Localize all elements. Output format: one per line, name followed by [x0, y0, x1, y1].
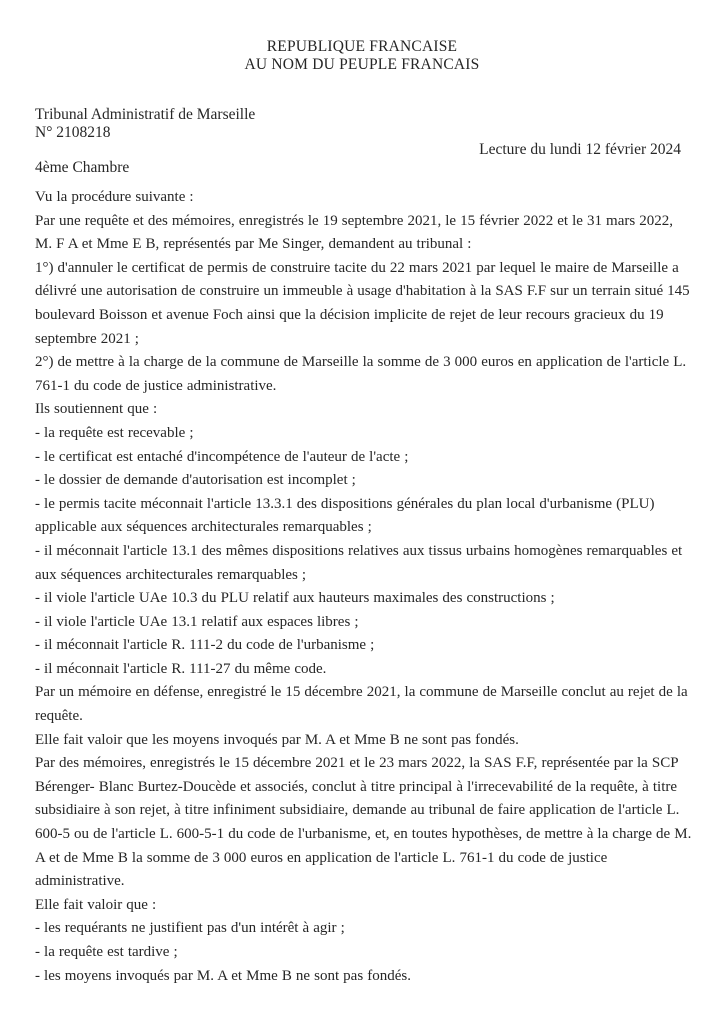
court-name: Tribunal Administratif de Marseille [35, 106, 256, 123]
document-header [0, 38, 724, 74]
people-subtitle: AU NOM DU PEUPLE FRANCAIS [244, 56, 480, 73]
paragraph: - le dossier de demande d'autorisation est incomplet ; [35, 472, 356, 489]
lecture-date: Lecture du lundi 12 février 2024 [479, 141, 681, 158]
paragraph: 1°) d'annuler le certificat de permis de construire tacite du 22 mars 2021 par lequel le maire de Marseille a délivré une autorisation de construire un immeuble à usage d'habitation à la SAS F.F sur un terrain situé 145 boulevard Boisson et avenue Foch ainsi que la décision implicite de rejet de leur recours gracieux du 19 septembre 2021 ; [35, 259, 690, 347]
document-body [35, 186, 694, 988]
paragraph: - les requérants ne justifient pas d'un intérêt à agir ; [35, 920, 345, 937]
paragraph: Par un mémoire en défense, enregistré le 15 décembre 2021, la commune de Marseille conclut au rejet de la requête. [35, 684, 688, 725]
paragraph: Par des mémoires, enregistrés le 15 décembre 2021 et le 23 mars 2022, la SAS F.F, représentée par la SCP Bérenger- Blanc Burtez-Doucède et associés, conclut à titre principal à l'irrecevabilité de la requête, à titre subsidiaire à son rejet, à titre infiniment subsidiaire, demande au tribunal de faire application de l'article L. 600-5 ou de l'article L. 600-5-1 du code de l'urbanisme, et, en toutes hypothèses, de mettre à la charge de M. A et de Mme B la somme de 3 000 euros en application de l'article L. 761-1 du code de justice administrative. [35, 755, 692, 890]
paragraph: - la requête est tardive ; [35, 944, 178, 960]
paragraph: - il méconnait l'article R. 111-27 du même code. [35, 660, 327, 677]
paragraph: Vu la procédure suivante : [35, 189, 194, 205]
chamber-name: 4ème Chambre [35, 158, 130, 176]
paragraph: - il méconnait l'article R. 111-2 du code de l'urbanisme ; [35, 637, 375, 654]
case-meta [35, 106, 694, 176]
paragraph: 2°) de mettre à la charge de la commune de Marseille la somme de 3 000 euros en application de l'article L. 761-1 du code de justice administrative. [35, 354, 687, 394]
paragraph: - il viole l'article UAe 13.1 relatif aux espaces libres ; [35, 613, 359, 630]
republic-title: REPUBLIQUE FRANCAISE [266, 38, 458, 55]
paragraph: - le certificat est entaché d'incompétence de l'auteur de l'acte ; [35, 448, 409, 465]
paragraph: - la requête est recevable ; [35, 424, 194, 441]
case-number: N° 2108218 [35, 123, 111, 141]
paragraph: Ils soutiennent que : [35, 401, 158, 418]
paragraph: - il viole l'article UAe 10.3 du PLU relatif aux hauteurs maximales des constructions ; [35, 590, 555, 607]
paragraph: Par une requête et des mémoires, enregistrés le 19 septembre 2021, le 15 février 2022 et le 31 mars 2022, M. F A et Mme E B, représentés par Me Singer, demandent au tribunal : [35, 212, 673, 253]
paragraph: - les moyens invoqués par M. A et Mme B ne sont pas fondés. [35, 967, 411, 984]
paragraph: - il méconnait l'article 13.1 des mêmes dispositions relatives aux tissus urbains homogènes remarquables et aux séquences architecturales remarquables ; [35, 542, 683, 583]
paragraph: - le permis tacite méconnait l'article 13.3.1 des dispositions générales du plan local d'urbanisme (PLU) applicable aux séquences architecturales remarquables ; [35, 495, 655, 536]
paragraph: Elle fait valoir que : [35, 896, 157, 913]
paragraph: Elle fait valoir que les moyens invoqués par M. A et Mme B ne sont pas fondés. [35, 731, 519, 748]
